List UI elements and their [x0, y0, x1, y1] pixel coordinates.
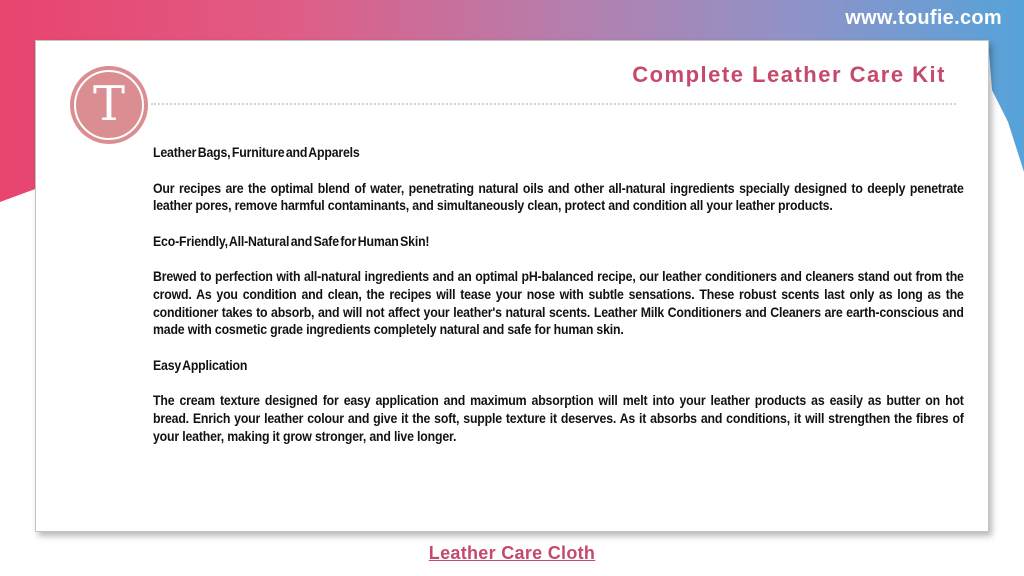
section-heading: Eco-Friendly, All-Natural and Safe for Human Skin! — [153, 232, 430, 249]
section-heading: Easy Application — [153, 356, 248, 373]
leather-care-cloth-link[interactable]: Leather Care Cloth — [428, 543, 596, 563]
body-content — [153, 144, 964, 463]
section-body: Our recipes are the optimal blend of water, penetrating natural oils and other all-natural ingredients specially designed to deeply penetrate leather pores, remove harmful contaminants, and simultaneously clean, protect and condition all your leather products. — [153, 179, 964, 214]
section-body: Brewed to perfection with all-natural ingredients and an optimal pH-balanced recipe, our leather conditioners and cleaners stand out from the crowd. As you condition and clean, the recipes will tease your nose with subtle sensations. These robust scents last only as long as the conditioner takes to absorb, and will not affect your leather's natural scents. Leather Milk Conditioners and Cleaners are earth-conscious and made with cosmetic grade ingredients completely natural and safe for human skin. — [153, 268, 964, 338]
brand-logo — [70, 66, 148, 144]
content-card — [35, 40, 989, 532]
section-heading: Leather Bags, Furniture and Apparels — [153, 144, 360, 160]
dotted-divider — [151, 103, 956, 105]
section-body: The cream texture designed for easy application and maximum absorption will melt into your leather products as easily as butter on hot bread. Enrich your leather colour and give it the soft, supple texture it deserves. As it absorbs and conditions, it will strengthen the fibres of your leather, making it grow stronger, and live longer. — [153, 392, 964, 444]
page-title: Complete Leather Care Kit — [632, 62, 946, 87]
text-block — [153, 144, 964, 445]
site-url: www.toufie.com — [845, 7, 1002, 29]
footer — [0, 543, 1024, 564]
logo-letter: T — [92, 76, 125, 132]
